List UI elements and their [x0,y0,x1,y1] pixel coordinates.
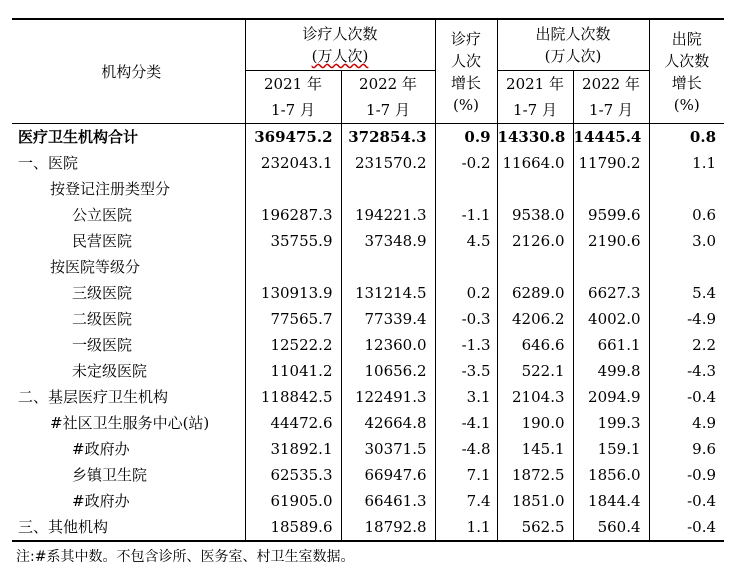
row-category: 三、其他机构 [12,514,245,541]
header-discharge-2021-period: 1-7 月 [497,97,573,124]
discharge-growth-cell: 4.9 [649,410,724,436]
table-row [12,254,724,280]
table-row [12,280,724,306]
row-category: 二、基层医疗卫生机构 [18,388,169,406]
discharge-2021-cell: 14330.8 [497,124,573,151]
row-category: 未定级医院 [72,362,148,380]
visits-2022-cell: 12360.0 [341,332,435,358]
discharge-2021-cell: 11664.0 [497,150,573,176]
discharge-2022-cell: 6627.3 [573,280,649,306]
discharge-growth-cell: 9.6 [649,436,724,462]
visits-2022-cell: 10656.2 [341,358,435,384]
discharge-2022-cell [573,176,649,202]
visits-growth-cell: 0.9 [435,124,497,151]
visits-growth-cell: 1.1 [435,514,497,541]
discharge-2021-cell: 1851.0 [497,488,573,514]
table-row [12,332,724,358]
visits-2021-cell [245,254,341,280]
visits-2022-cell: 66947.6 [341,462,435,488]
discharge-2022-cell: 159.1 [573,436,649,462]
discharge-2022-cell: 199.3 [573,410,649,436]
discharge-2021-cell: 562.5 [497,514,573,541]
header-visits-2021-year: 2021 年 [245,71,341,98]
discharge-growth-cell: 0.6 [649,202,724,228]
visits-2022-cell: 122491.3 [341,384,435,410]
visits-2021-cell: 196287.3 [245,202,341,228]
table-row [12,176,724,202]
discharge-2022-cell: 1856.0 [573,462,649,488]
discharge-2021-cell: 1872.5 [497,462,573,488]
visits-growth-cell: -0.2 [435,150,497,176]
discharge-2022-cell: 14445.4 [573,124,649,151]
table-row [12,436,724,462]
header-discharge-group: 出院人次数 (万人次) [497,19,649,71]
visits-growth-cell: 0.2 [435,280,497,306]
visits-2021-cell: 18589.6 [245,514,341,541]
discharge-2021-cell: 9538.0 [497,202,573,228]
visits-2021-cell: 44472.6 [245,410,341,436]
visits-2022-cell: 231570.2 [341,150,435,176]
discharge-2021-cell: 6289.0 [497,280,573,306]
table-footnote: 注:#系其中数。不包含诊所、医务室、村卫生室数据。 [16,549,355,565]
discharge-2021-cell: 145.1 [497,436,573,462]
discharge-growth-cell: -0.4 [649,488,724,514]
visits-growth-cell [435,254,497,280]
visits-growth-cell: 4.5 [435,228,497,254]
discharge-growth-cell: -0.4 [649,514,724,541]
header-discharge-growth: 出院 人次数 增长 (%) [649,19,724,124]
header-visits-group: 诊疗人次数 (万人次) [245,19,435,71]
discharge-2021-cell: 646.6 [497,332,573,358]
discharge-2021-cell [497,254,573,280]
visits-2021-cell: 35755.9 [245,228,341,254]
discharge-2022-cell: 11790.2 [573,150,649,176]
discharge-growth-cell: 5.4 [649,280,724,306]
table-row [12,358,724,384]
discharge-2022-cell: 2094.9 [573,384,649,410]
visits-growth-cell [435,176,497,202]
visits-2021-cell: 118842.5 [245,384,341,410]
discharge-2022-cell: 9599.6 [573,202,649,228]
row-category: 一、医院 [18,154,79,172]
visits-2022-cell: 18792.8 [341,514,435,541]
visits-growth-cell: -1.3 [435,332,497,358]
visits-2021-cell: 61905.0 [245,488,341,514]
visits-growth-cell: -4.1 [435,410,497,436]
visits-2021-cell: 31892.1 [245,436,341,462]
visits-2022-cell [341,176,435,202]
visits-2021-cell: 77565.7 [245,306,341,332]
row-category: 三级医院 [72,284,133,302]
visits-growth-cell: -1.1 [435,202,497,228]
visits-growth-cell: -4.8 [435,436,497,462]
table-row [12,462,724,488]
row-category: 乡镇卫生院 [72,466,148,484]
discharge-growth-cell: -0.9 [649,462,724,488]
visits-2022-cell [341,254,435,280]
row-category: 民营医院 [72,232,133,250]
visits-2021-cell: 11041.2 [245,358,341,384]
header-visits-growth: 诊疗 人次 增长 (%) [435,19,497,124]
discharge-growth-cell [649,254,724,280]
visits-2021-cell: 232043.1 [245,150,341,176]
discharge-growth-cell: 3.0 [649,228,724,254]
row-category: #政府办 [72,492,130,510]
visits-2021-cell: 12522.2 [245,332,341,358]
visits-2021-cell [245,176,341,202]
discharge-growth-cell: 0.8 [649,124,724,151]
table-row [12,514,724,541]
visits-2021-cell: 369475.2 [245,124,341,151]
visits-2021-cell: 62535.3 [245,462,341,488]
discharge-growth-cell: -4.3 [649,358,724,384]
table-row [12,202,724,228]
discharge-growth-cell: -0.4 [649,384,724,410]
visits-2022-cell: 30371.5 [341,436,435,462]
visits-growth-cell: -0.3 [435,306,497,332]
header-visits-2022-year: 2022 年 [341,71,435,98]
discharge-2022-cell: 499.8 [573,358,649,384]
statistics-table [12,18,724,542]
visits-growth-cell: 7.1 [435,462,497,488]
header-discharge-2021-year: 2021 年 [497,71,573,98]
table-row [12,124,724,151]
header-discharge-2022-period: 1-7 月 [573,97,649,124]
table-row [12,384,724,410]
row-category: 公立医院 [72,206,133,224]
row-category: 按登记注册类型分 [50,180,171,198]
header-visits-2022-period: 1-7 月 [341,97,435,124]
discharge-growth-cell [649,176,724,202]
table-row [12,410,724,436]
discharge-2022-cell: 2190.6 [573,228,649,254]
visits-2022-cell: 77339.4 [341,306,435,332]
discharge-2021-cell: 2104.3 [497,384,573,410]
discharge-2022-cell [573,254,649,280]
discharge-growth-cell: 1.1 [649,150,724,176]
discharge-2022-cell: 661.1 [573,332,649,358]
discharge-2022-cell: 560.4 [573,514,649,541]
table-row [12,306,724,332]
discharge-2021-cell: 2126.0 [497,228,573,254]
visits-2022-cell: 42664.8 [341,410,435,436]
row-category: 医疗卫生机构合计 [18,128,139,146]
visits-growth-cell: 7.4 [435,488,497,514]
visits-2022-cell: 37348.9 [341,228,435,254]
visits-2022-cell: 66461.3 [341,488,435,514]
header-visits-2021-period: 1-7 月 [245,97,341,124]
header-category: 机构分类 [12,19,245,124]
row-category: 按医院等级分 [50,258,141,276]
table-row [12,150,724,176]
discharge-growth-cell: 2.2 [649,332,724,358]
row-category: 一级医院 [72,336,133,354]
header-discharge-2022-year: 2022 年 [573,71,649,98]
discharge-2021-cell: 522.1 [497,358,573,384]
table-row [12,228,724,254]
visits-growth-cell: 3.1 [435,384,497,410]
discharge-2021-cell: 190.0 [497,410,573,436]
visits-2022-cell: 372854.3 [341,124,435,151]
discharge-2022-cell: 4002.0 [573,306,649,332]
discharge-2021-cell: 4206.2 [497,306,573,332]
visits-2022-cell: 131214.5 [341,280,435,306]
visits-2022-cell: 194221.3 [341,202,435,228]
visits-2021-cell: 130913.9 [245,280,341,306]
visits-growth-cell: -3.5 [435,358,497,384]
table-row [12,488,724,514]
row-category: 二级医院 [72,310,133,328]
discharge-2022-cell: 1844.4 [573,488,649,514]
row-category: #社区卫生服务中心(站) [50,414,210,432]
discharge-growth-cell: -4.9 [649,306,724,332]
row-category: #政府办 [72,440,130,458]
discharge-2021-cell [497,176,573,202]
